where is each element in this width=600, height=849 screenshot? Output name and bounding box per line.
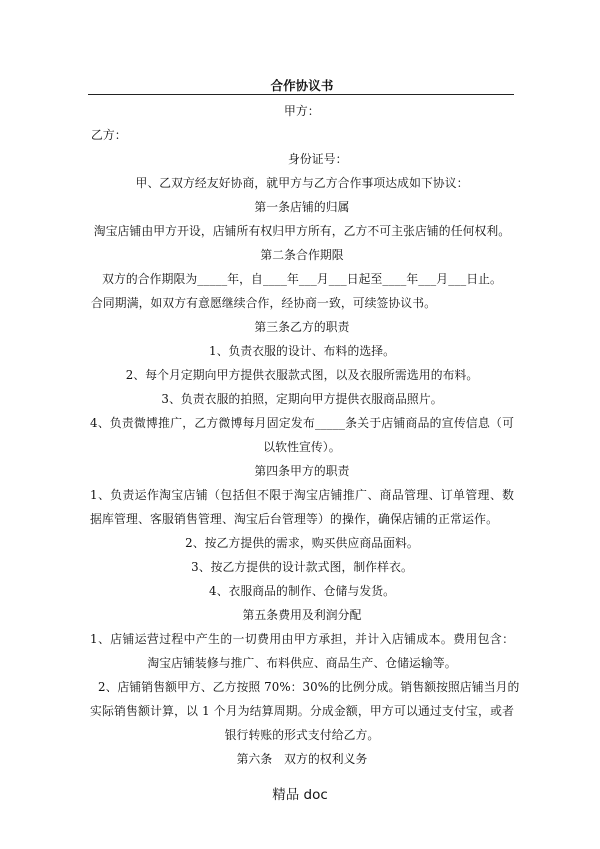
party-b-line: 乙方：	[91, 128, 127, 142]
article-2-text-2: 合同期满，如双方有意愿继续合作，经协商一致，可续签协议书。	[91, 296, 437, 310]
article-1-text: 淘宝店铺由甲方开设，店铺所有权归甲方所有，乙方不可主张店铺的任何权利。	[93, 224, 511, 238]
article-4-item-4: 4、衣服商品的制作、仓储与发货。	[208, 584, 396, 598]
title-rule	[88, 94, 514, 95]
article-3-item-2: 2、每个月定期向甲方提供衣服款式图，以及衣服所需选用的布料。	[125, 368, 479, 382]
article-4-item-3: 3、按乙方提供的设计款式图，制作样衣。	[191, 560, 413, 574]
intro-paragraph: 甲、乙双方经友好协商，就甲方与乙方合作事项达成如下协议：	[135, 176, 469, 190]
article-3-item-4-line-1: 4、负责微博推广，乙方微博每月固定发布_____条关于店铺商品的宣传信息（可	[90, 416, 514, 430]
article-5-item-2-line-3: 银行转账的形式支付给乙方。	[224, 728, 380, 742]
article-2-heading: 第二条合作期限	[260, 248, 344, 262]
article-5-item-2-line-2: 实际销售额计算，以 1 个月为结算周期。分成金额，甲方可以通过支付宝，或者	[90, 704, 514, 718]
article-5-item-1-line-2: 淘宝店铺装修与推广、布料供应、商品生产、仓储运输等。	[147, 656, 457, 670]
article-5-item-2-line-1: 2、店铺销售额甲方、乙方按照 70%：30%的比例分成。销售额按照店铺当月的	[98, 680, 520, 694]
article-2-text-1: 双方的合作期限为_____年，自____年___月___日起至____年___月___日止。	[102, 272, 502, 286]
footer-watermark: 精品 doc	[272, 787, 328, 803]
party-a-line: 甲方：	[284, 104, 320, 118]
article-5-item-1-line-1: 1、店铺运营过程中产生的一切费用由甲方承担，并计入店铺成本。费用包含：	[90, 632, 514, 646]
article-3-heading: 第三条乙方的职责	[254, 320, 350, 334]
article-4-item-1-line-2: 据库管理、客服销售管理、淘宝后台管理等）的操作，确保店铺的正常运作。	[90, 512, 498, 526]
article-1-heading: 第一条店铺的归属	[254, 200, 350, 214]
article-5-heading: 第五条费用及利润分配	[242, 608, 362, 622]
document-title: 合作协议书	[270, 78, 334, 93]
id-number-line: 身份证号：	[288, 152, 348, 166]
article-6-heading: 第六条 双方的权利义务	[236, 752, 368, 766]
article-3-item-3: 3、负责衣服的拍照，定期向甲方提供衣服商品照片。	[161, 392, 443, 406]
article-3-item-1: 1、负责衣服的设计、布料的选择。	[208, 344, 396, 358]
article-3-item-4-line-2: 以软性宣传）。	[263, 440, 341, 454]
article-4-item-1-line-1: 1、负责运作淘宝店铺（包括但不限于淘宝店铺推广、商品管理、订单管理、数	[90, 488, 514, 502]
article-4-heading: 第四条甲方的职责	[254, 464, 350, 478]
article-4-item-2: 2、按乙方提供的需求，购买供应商品面料。	[185, 536, 419, 550]
